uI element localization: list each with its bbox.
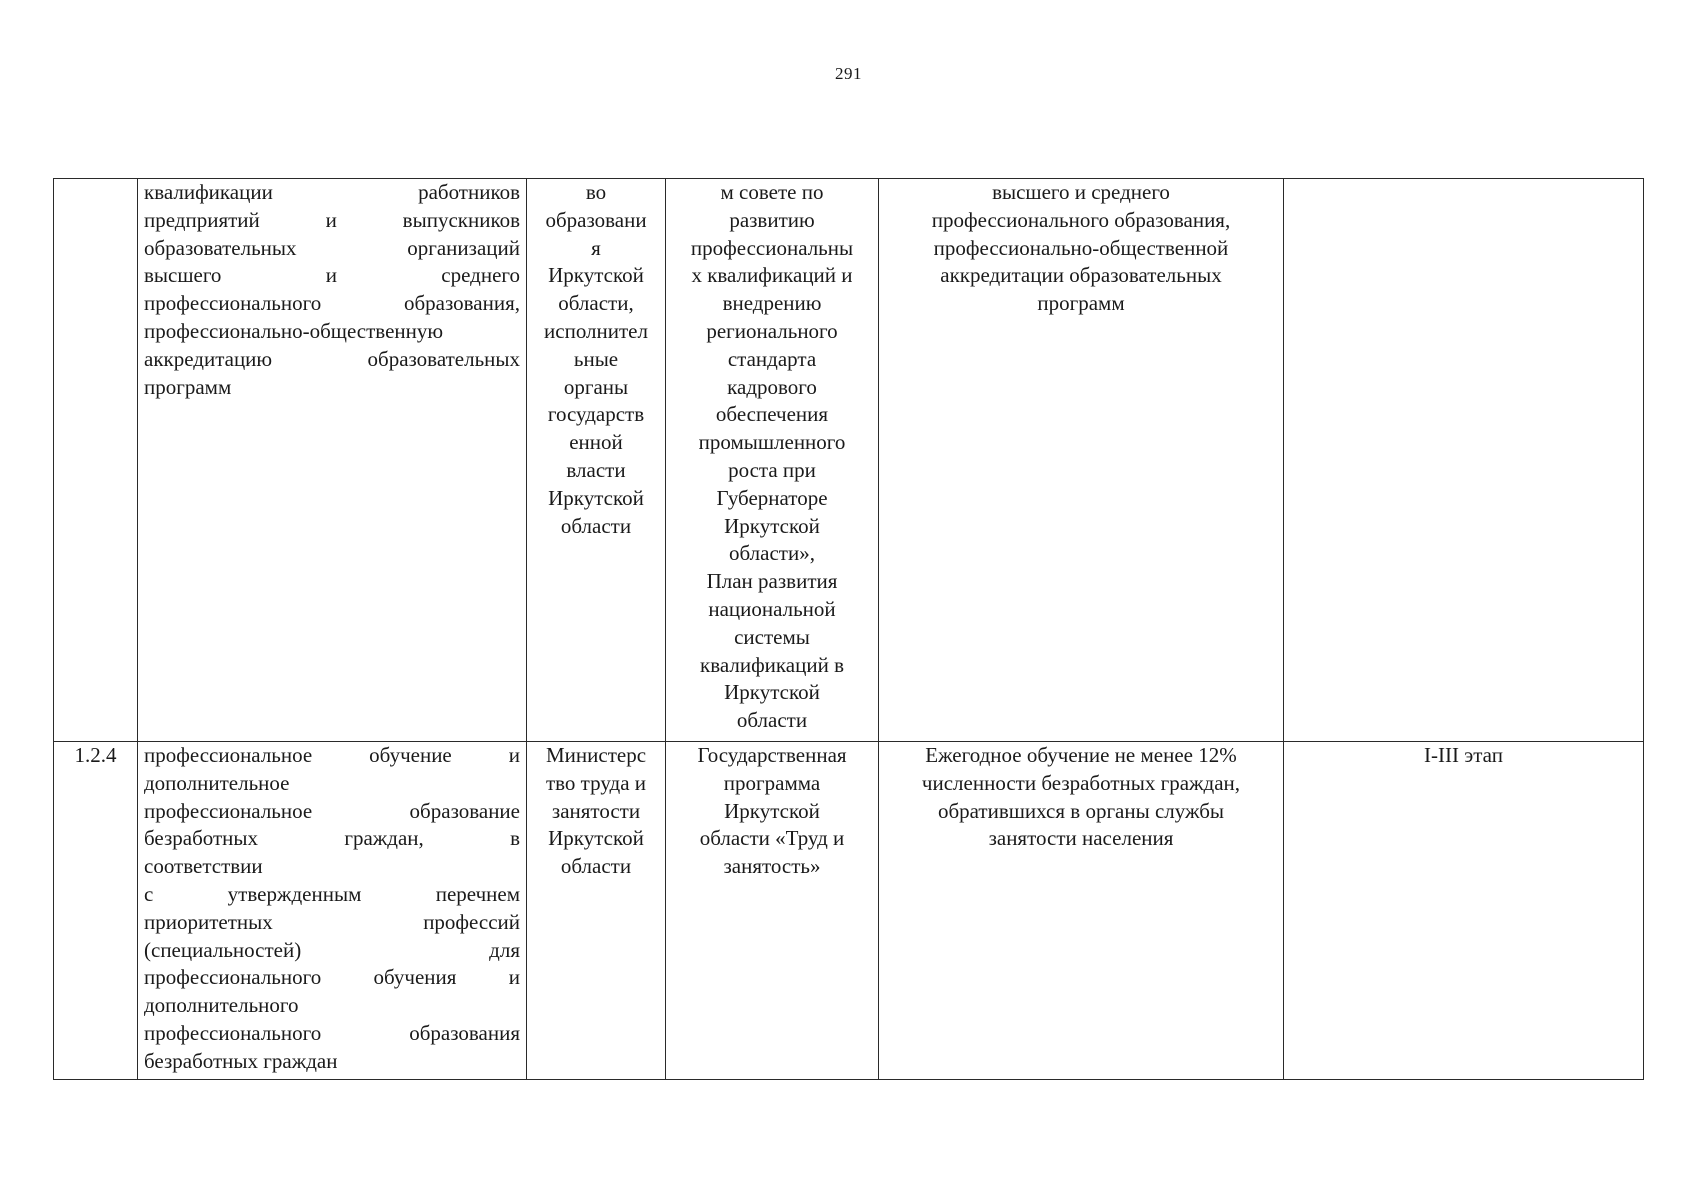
measure-line: соответствии bbox=[144, 854, 263, 879]
executor-line: ьные bbox=[573, 346, 619, 371]
measure-line: высшего и среднего bbox=[144, 263, 520, 288]
page-number: 291 bbox=[835, 64, 862, 83]
row-number: 1.2.4 bbox=[74, 743, 117, 767]
document-line: Губернаторе bbox=[716, 485, 828, 510]
document-line: х квалификаций и bbox=[691, 263, 853, 288]
measure-line: профессиональное обучение и bbox=[144, 743, 520, 767]
document-cell bbox=[666, 179, 879, 742]
stage-cell bbox=[1284, 742, 1644, 1080]
measure-line: профессионального образования bbox=[144, 1020, 520, 1045]
document-line: Иркутской bbox=[724, 798, 820, 823]
measure-line: программ bbox=[144, 374, 232, 399]
measure-line: профессионального образования, bbox=[144, 291, 520, 316]
document-line: обеспечения bbox=[715, 402, 829, 427]
document-line: области «Труд и bbox=[699, 826, 845, 851]
executor-line: занятости bbox=[551, 798, 641, 823]
executor-line: области bbox=[560, 854, 632, 879]
result-line: аккредитации образовательных bbox=[940, 263, 1222, 288]
executor-line: государств bbox=[547, 402, 645, 427]
executor-line: я bbox=[591, 235, 601, 260]
measures-table bbox=[53, 178, 1644, 1080]
measure-cell bbox=[138, 742, 527, 1080]
document-line: системы bbox=[734, 624, 810, 649]
executor-line: Иркутской bbox=[548, 485, 644, 510]
document-line: м совете по bbox=[720, 180, 824, 204]
executor-line: власти bbox=[566, 457, 626, 482]
document-line: кадрового bbox=[727, 374, 817, 399]
document-line: квалификаций в bbox=[700, 652, 844, 677]
document-line: внедрению bbox=[722, 291, 822, 316]
document-line: Иркутской bbox=[724, 680, 820, 705]
measure-line: дополнительного bbox=[144, 993, 299, 1018]
result-cell bbox=[879, 742, 1284, 1080]
executor-cell bbox=[527, 742, 666, 1080]
result-cell bbox=[879, 179, 1284, 742]
measure-line: аккредитацию образовательных bbox=[144, 346, 520, 371]
document-line: роста при bbox=[728, 457, 816, 482]
document-cell bbox=[666, 742, 879, 1080]
document-line: развитию bbox=[729, 207, 815, 232]
document-line: Иркутской bbox=[724, 513, 820, 538]
result-line: программ bbox=[1037, 291, 1125, 316]
document-line: промышленного bbox=[698, 430, 846, 455]
table-row bbox=[54, 742, 1644, 1080]
measure-line: безработных граждан bbox=[144, 1048, 338, 1073]
measure-line: профессионального обучения и bbox=[144, 965, 520, 990]
measure-line: профессионально-общественную bbox=[144, 318, 444, 343]
executor-line: органы bbox=[563, 374, 629, 399]
executor-line: образовани bbox=[545, 207, 647, 232]
measure-line: приоритетных профессий bbox=[144, 909, 520, 934]
measure-line: (специальностей) для bbox=[144, 937, 520, 962]
document-line: профессиональны bbox=[690, 235, 854, 260]
document-line: области bbox=[736, 708, 808, 733]
measure-line: образовательных организаций bbox=[144, 235, 520, 260]
measure-line: с утвержденным перечнем bbox=[144, 881, 520, 906]
document-line: национальной bbox=[708, 596, 836, 621]
executor-line: во bbox=[585, 180, 607, 204]
result-line: профессионально-общественной bbox=[933, 235, 1229, 260]
measure-line: предприятий и выпускников bbox=[144, 207, 520, 232]
row-number-cell bbox=[54, 742, 138, 1080]
document-line: регионального bbox=[706, 318, 838, 343]
document-line: План развития bbox=[706, 569, 838, 594]
measure-line: дополнительное bbox=[144, 770, 290, 795]
result-line: обратившихся в органы службы bbox=[937, 798, 1225, 823]
document-line: занятость» bbox=[723, 854, 821, 879]
result-line: высшего и среднего bbox=[992, 180, 1170, 204]
table-row bbox=[54, 179, 1644, 742]
result-line: профессионального образования, bbox=[931, 207, 1231, 232]
measure-line: безработных граждан, в bbox=[144, 826, 520, 851]
executor-line: Иркутской bbox=[548, 263, 644, 288]
measure-line: профессиональное образование bbox=[144, 798, 520, 823]
result-line: занятости населения bbox=[988, 826, 1174, 851]
executor-line: тво труда и bbox=[545, 770, 647, 795]
executor-line: енной bbox=[569, 430, 623, 455]
stage-cell bbox=[1284, 179, 1644, 742]
measure-cell bbox=[138, 179, 527, 742]
document-line: области», bbox=[729, 541, 815, 566]
document-line: Государственная bbox=[697, 743, 847, 767]
stage-label: I-III этап bbox=[1424, 743, 1503, 767]
executor-line: Министерс bbox=[545, 743, 647, 767]
measure-line: квалификации работников bbox=[144, 180, 520, 204]
row-number-cell bbox=[54, 179, 138, 742]
executor-line: области, bbox=[558, 291, 634, 316]
result-line: Ежегодное обучение не менее 12% bbox=[925, 743, 1237, 767]
result-line: численности безработных граждан, bbox=[921, 770, 1241, 795]
document-line: стандарта bbox=[727, 346, 817, 371]
executor-line: области bbox=[560, 513, 632, 538]
document-line: программа bbox=[723, 770, 821, 795]
executor-line: исполнител bbox=[544, 318, 648, 343]
executor-cell bbox=[527, 179, 666, 742]
executor-line: Иркутской bbox=[548, 826, 644, 851]
